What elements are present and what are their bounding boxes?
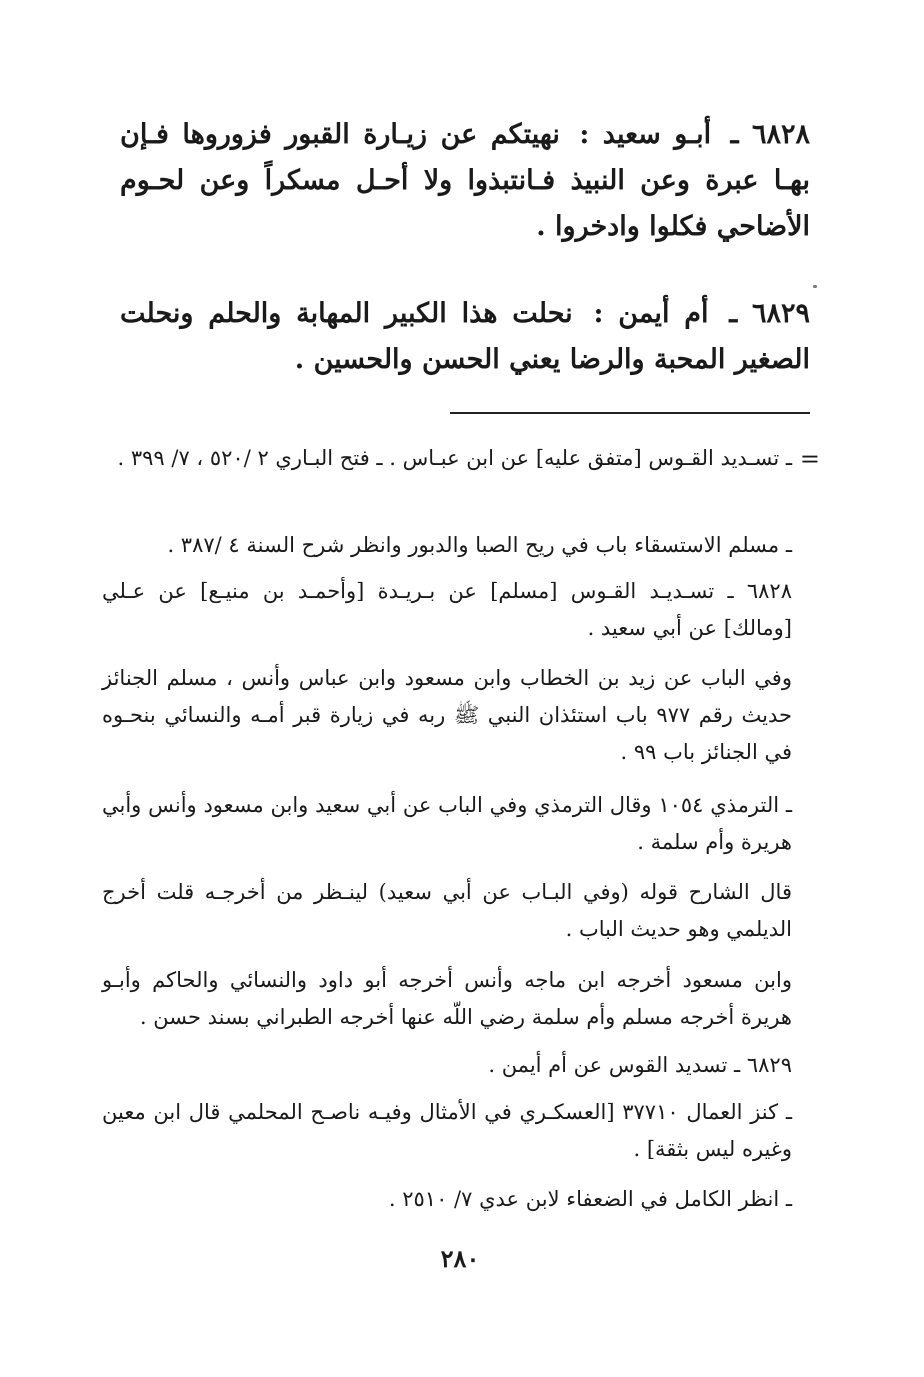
footnote-line: ٦٨٢٩ ـ تسديد القوس عن أم أيمن .	[488, 1053, 792, 1077]
hadith-number: ٦٨٢٨ ـ	[730, 119, 811, 150]
footnote-line: ـ تسـديد القـوس [متفق عليه] عن ابن عبـاس . ـ فتح البـاري ٢ /٥٢٠ ، ٧/ ٣٩٩ .	[117, 446, 792, 470]
hadith-text: نهيتكم عن زيـارة القبور فزوروها فـإن بهـا عبرة وعن النبيذ فـانتبذوا ولا أحـل مسكراً وعن لحـوم الأضاحي فكلوا وادخروا .	[120, 119, 810, 242]
footnote-line: قال الشارح قوله (وفي البـاب عن أبي سعيد) لينـظر من أخرجـه قلت أخرج الديلمي وهو حديث الباب .	[102, 880, 792, 941]
footnote-line: ـ مسلم الاستسقاء باب في ريح الصبا والدبور وانظر شرح السنة ٤ /٣٨٧ .	[167, 533, 792, 557]
hadith-6828	[120, 112, 810, 250]
footnote-line: ٦٨٢٨ ـ تسـديـد القـوس [مسلم] عن بـريـدة [وأحمـد بن منيـع] عن عـلي [ومالك] عن أبي سعيد .	[102, 579, 792, 640]
document-page	[102, 0, 820, 1377]
hadith-text: نحلت هذا الكبير المهابة والحلم ونحلت الصغير المحبة والرضا يعني الحسن والحسين .	[120, 298, 810, 375]
page-number: ٢٨٠	[440, 1244, 480, 1273]
hadith-narrator: أم أيمن :	[593, 298, 709, 329]
footnote-line: ـ انظر الكامل في الضعفاء لابن عدي ٧/ ٢٥١٠ .	[388, 1187, 792, 1211]
footnote-line: وابن مسعود أخرجه ابن ماجه وأنس أخرجه أبو داود والنسائي والحاكم وأبـو هريرة أخرجه مسلم وأم سلمة رضي اللّه عنها أخرجه الطبراني بسند حسن .	[102, 968, 792, 1029]
hadith-narrator: أبـو سعيد :	[579, 119, 712, 150]
footnote-line: ـ كنز العمال ٣٧٧١٠ [العسكـري في الأمثال وفيـه ناصـح المحلمي قال ابن معين وغيره ليس بثقة] .	[102, 1100, 792, 1161]
hadith-6829	[120, 291, 810, 383]
hadith-number: ٦٨٢٩ ـ	[729, 298, 811, 329]
scan-speck	[813, 285, 817, 288]
footnote-divider	[450, 412, 810, 414]
footnote-line: وفي الباب عن زيد بن الخطاب وابن مسعود وابن عباس وأنس ، مسلم الجنائز حديث رقم ٩٧٧ باب استئذان النبي ﷺ ربه في زيارة قبر أمـه والنسائي بنحـوه في الجنائز باب ٩٩ .	[102, 666, 792, 764]
footnote-line: ـ الترمذي ١٠٥٤ وقال الترمذي وفي الباب عن أبي سعيد وابن مسعود وأنس وأبي هريرة وأم سلمة .	[102, 793, 792, 854]
footnote-continuation-marker: =	[799, 445, 820, 473]
